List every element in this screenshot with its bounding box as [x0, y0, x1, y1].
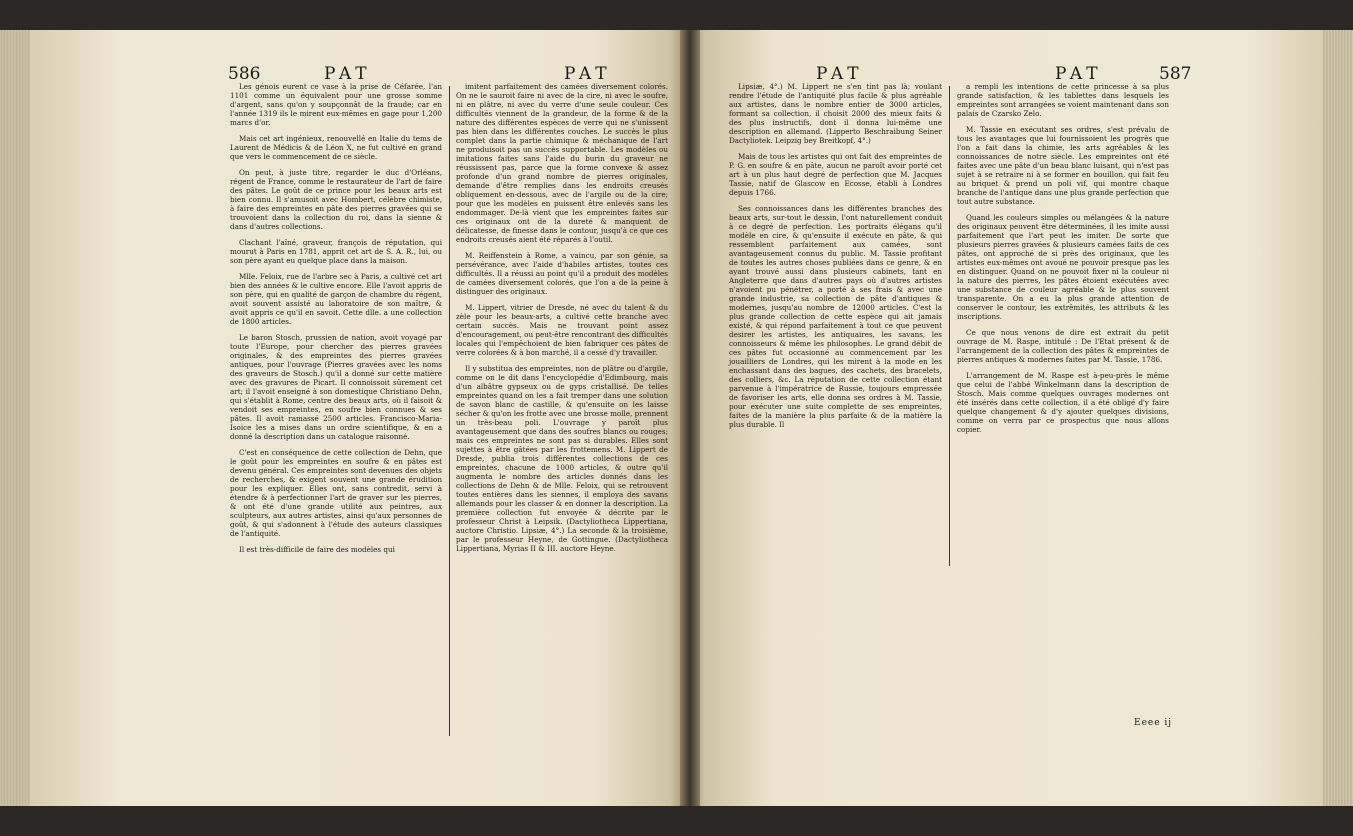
- left-page: [30, 30, 687, 806]
- right-page: [687, 30, 1323, 806]
- paragraph: Les génois eurent ce vase à la prise de Céfarée, l'an 1101 comme un équivalent pour une grosse somme d'argent, sans qu'on y soupçonnât de la fraude; car en l'année 1319 ils le mirent eux-mêmes en gage pour 1,200 marcs d'or.: [230, 82, 442, 127]
- paragraph: Ses connoissances dans les différentes branches des beaux arts, sur-tout le dessin, l'ont naturellement conduit à ce degré de perfection. Les portraits élégans qu'il modèle en cire, & qu'ensuite il exécute en pâte, & qui ressemblent parfaitement aux camées, sont avantageusement connus du public. M. Tassie profitant de toutes les autres choses publiées dans ce genre, & en ayant trouvé aussi dans plusieurs cabinets, tant en Angleterre que dans d'autres pays où d'autres artistes n'avoient pu pénétrer, a porté à ses frais & avec une grande industrie, sa collection de pâte d'antiques & modernes, jusqu'au nombre de 12000 articles. C'est la plus grande collection de cette espèce qui ait jamais existé, & qui répond parfaitement à tout ce que peuvent desirer les artistes, les antiquaires, les savans, les connoisseurs & même les philosophes. Le grand débit de ces pâtes fut occasionné au commencement par les jouailliers de Londres, qui les mirent à la mode en les enchassant dans des bagues, des cachets, des bracelets, des colliers, &c. La réputation de cette collection étant parvenue à l'impératrice de Russie, toujours empressée de favoriser les arts, elle donna ses ordres à M. Tassie, pour exécuter une suite complette de ses empreintes, faites de la manière la plus parfaite & de la matière la plus durable. Il: [729, 204, 942, 429]
- running-header-right-1: PAT: [816, 64, 864, 84]
- paragraph: M. Reiffenstein à Rome, a vaincu, par son génie, sa persévérance, avec l'aide d'habiles artistes, toutes ces difficultés. Il a réussi au point qu'il a produit des modèles de camées diversement colorés, que l'on a de la peine à distinguer des originaux.: [456, 251, 668, 296]
- book-gutter: [680, 30, 700, 806]
- paragraph: Mais de tous les artistes qui ont fait des empreintes de P. G. en soufre & en pâte, aucun ne paroît avoir porté cet art à un plus haut degré de perfection que M. Jacques Tassie, natif de Glascow en Ecosse, établi à Londres depuis 1766.: [729, 152, 942, 197]
- page-number-left: 586: [228, 64, 261, 84]
- paragraph: Il y substitua des empreintes, non de plâtre ou d'argile, comme on le dit dans l'encyclopédie d'Edimbourg, mais d'un albâtre gypseux ou de gyps cristallisé. De telles empreintes quand on les a fait tremper dans une solution de savon blanc de castille, & qu'ensuite on les laisse sécher & qu'on les frotte avec une brosse molle, prennent un très-beau poli. L'ouvrage y paroît plus avantageusement que dans des soufres blancs ou rouges; mais ces empreintes ne sont pas si durables. Elles sont sujettes à être gâtées par les frottemens. M. Lippert de Dresde, publia trois différentes collections de ces empreintes, chacune de 1000 articles, & outre qu'il augmenta le nombre des articles donnés dans les collections de Dehn & de Mlle. Feloix, qui se retrouvent toutes entières dans les siennes, il employa des savans allemands pour les classer & en donner la description. La première collection fut envoyée & décrite par le professeur Christ à Leipsik. (Dactyliotheca Lippertiana, auctore Christio. Lipsiæ, 4°.) La seconde & la troisième, par le professeur Heyne, de Gottingue. (Dactyliotheca Lippertiana, Myrias II & III. auctore Heyne.: [456, 364, 668, 553]
- left-page-column-2: [456, 82, 668, 560]
- paragraph: Mlle. Feloix, rue de l'arbre sec à Paris, a cultivé cet art bien des années & le cultive encore. Elle l'avoit appris de son père, qui en qualité de garçon de chambre du régent, avoit souvent assisté au laboratoire de son maître, & avoit appris ce qu'il en savoit. Cette dlle. a une collection de 1800 articles.: [230, 272, 442, 326]
- column-rule: [949, 86, 950, 566]
- paragraph: Ce que nous venons de dire est extrait du petit ouvrage de M. Raspe, intitulé : De l'Etat présent & de l'arrangement de la collection des pâtes & empreintes de pierres antiques & modernes faites par M. Tassie, 1786.: [957, 328, 1169, 364]
- paragraph: L'arrangement de M. Raspe est à-peu-près le même que celui de l'abbé Winkelmann dans la description de Stosch. Mais comme quelques ouvrages modernes ont été insérés dans cette collection, il a été obligé d'y faire quelque changement & d'y ajouter quelques divisions, comme on verra par ce prospectus que nous allons copier.: [957, 371, 1169, 434]
- paragraph: imitent parfaitement des camées diversement colorés. On ne le sauroit faire ni avec de la cire, ni avec le soufre, ni en plâtre, ni avec du verre d'une seule couleur. Ces difficultés viennent de la grandeur, de la forme & de la nature des différentes espèces de verre qui ne s'unissent pas bien dans les différentes couches. Le succès le plus complet dans la partie chimique & méchanique de l'art ne produisoit pas un succès supportable. Les modèles ou imitations faites sans l'aide du burin du graveur ne réussissent pas, parce que la forme convexe & assez profonde d'un grand nombre de pierres originales, demande d'être remplies dans les endroits creusés obliquement en-dessous, avec de l'argile ou de la cire; pour que les modèles en puissent être enlevés sans les endommager. De-là vient que les empreintes faites sur ces originaux ont de la dureté & manquent de délicatesse, de finesse dans le contour, jusqu'à ce que ces endroits creusés aient été réparés à l'outil.: [456, 82, 668, 244]
- running-header-left-2: PAT: [564, 64, 612, 84]
- paragraph: Clachant l'aîné, graveur, françois de réputation, qui mourut à Paris en 1781, apprit cet art de S. A. R., lui, ou son père ayant eu quelque place dans la maison.: [230, 238, 442, 265]
- running-header-left-1: PAT: [324, 64, 372, 84]
- column-rule: [449, 86, 450, 736]
- left-page-column-1: [230, 82, 442, 561]
- paragraph: a rempli les intentions de cette princesse à sa plus grande satisfaction, & les tablettes dans lesquels les empreintes sont arrangées se voient maintenant dans son palais de Czarsko Zelo.: [957, 82, 1169, 118]
- running-header-right-2: PAT: [1055, 64, 1103, 84]
- page-number-right: 587: [1159, 64, 1192, 84]
- paragraph: C'est en conséquence de cette collection de Dehn, que le goût pour les empreintes en soufre & en pâtes est devenu général. Ces empreintes sont devenues des objets de recherches, & exigent souvent une grande érudition pour les expliquer. Elles ont, sans contredit, servi à étendre & à perfectionner l'art de graver sur les pierres, & ont été d'une grande utilité aux peintres, aux sculpteurs, aux autres artistes, ainsi qu'aux personnes de goût, & qui s'adonnent à l'étude des auteurs classiques de l'antiquité.: [230, 448, 442, 538]
- right-page-column-1: [729, 82, 942, 436]
- paragraph: M. Tassie en exécutant ses ordres, s'est prévalu de tous les avantages que lui fournissoient les progrès que l'on a fait dans la chimie, les arts agréables & les connoissances de notre siècle. Les empreintes ont été faites avec une pâte d'un beau blanc luisant, qui n'est pas sujet à se retraire ni à se former en bouillon, qui fait feu au briquet & prend un poli vif, qui montre chaque branche de l'antique dans une plus grande perfection que tout autre substance.: [957, 125, 1169, 206]
- paragraph: Lipsiæ, 4°.) M. Lippert ne s'en tint pas là; voulant rendre l'étude de l'antiquité plus facile & plus agréable aux artistes, dans le nombre entier de 3000 articles, formant sa collection, il choisit 2000 des mieux faits & des plus instructifs, dont il donna lui-même une description en allemand. (Lipperto Beschraibung Seiner Dactyliotek. Leipzig bey Breitkopf, 4°.): [729, 82, 942, 145]
- signature-mark: Eeee ij: [1134, 718, 1173, 728]
- paragraph: On peut, à juste titre, regarder le duc d'Orléans, régent de France, comme le restaurateur de l'art de faire des pâtes. Le goût de ce prince pour les beaux arts est bien connu. Il s'amusoit avec Hombert, célèbre chimiste, à faire des empreintes en pâte des pierres gravées qui se trouvoient dans la collection du roi, dans la sienne & dans d'autres collections.: [230, 168, 442, 231]
- paragraph: Il est très-difficile de faire des modèles qui: [239, 545, 395, 554]
- paragraph: M. Lippert, vitrier de Dresde, né avec du talent & du zèle pour les beaux-arts, a cultivé cette branche avec certain succès. Mais ne trouvant point assez d'encouragement, ou peut-être rencontrant des difficultés locales qui l'empêchoient de bien fabriquer ces pâtes de verre colorées & à bon marché, il a cessé d'y travailler.: [456, 303, 668, 357]
- paragraph: Mais cet art ingénieux, renouvellé en Italie du tems de Laurent de Médicis & de Léon X, ne fut cultivé en grand que vers le commencement de ce siècle.: [230, 134, 442, 161]
- right-page-column-2: [957, 82, 1169, 441]
- paragraph: Le baron Stosch, prussien de nation, avoit voyagé par toute l'Europe, pour chercher des pierres gravées originales, & des empreintes des pierres gravées antiques, pour l'ouvrage (Pierres gravées avec les noms des graveurs de Stosch.) qu'il a donné sur cette matière avec des gravures de Picart. Il connoissoit sûrement cet art; il l'avoit enseigné à son domestique Christiano Dehn, qui s'établit à Rome, centre des beaux arts, où il faisoit & vendoit ses empreintes, en soufre bien connues & ses pâtes. Il avoit ramassé 2500 articles. Francisco-Maria-Isoice les a mises dans un ordre scientifique, & en a donné la description dans un catalogue raisonné.: [230, 333, 442, 441]
- paragraph: Quand les couleurs simples ou mélangées & la nature des originaux peuvent être déterminées, il les imite aussi parfaitement que l'art peut les imiter. De sorte que plusieurs pierres gravées & plusieurs camées faits de ces pâtes, ont approché de si près des originaux, que les artistes eux-mêmes ont avoué ne pouvoir presque pas les en distinguer. Quand on ne pouvoit fixer ni la couleur ni la nature des pierres, les pâtes étoient exécutées avec une substance de couleur agréable & le plus souvent transparente. On a eu la plus grande attention de conserver le contour, les extrêmités, les attributs & les inscriptions.: [957, 213, 1169, 321]
